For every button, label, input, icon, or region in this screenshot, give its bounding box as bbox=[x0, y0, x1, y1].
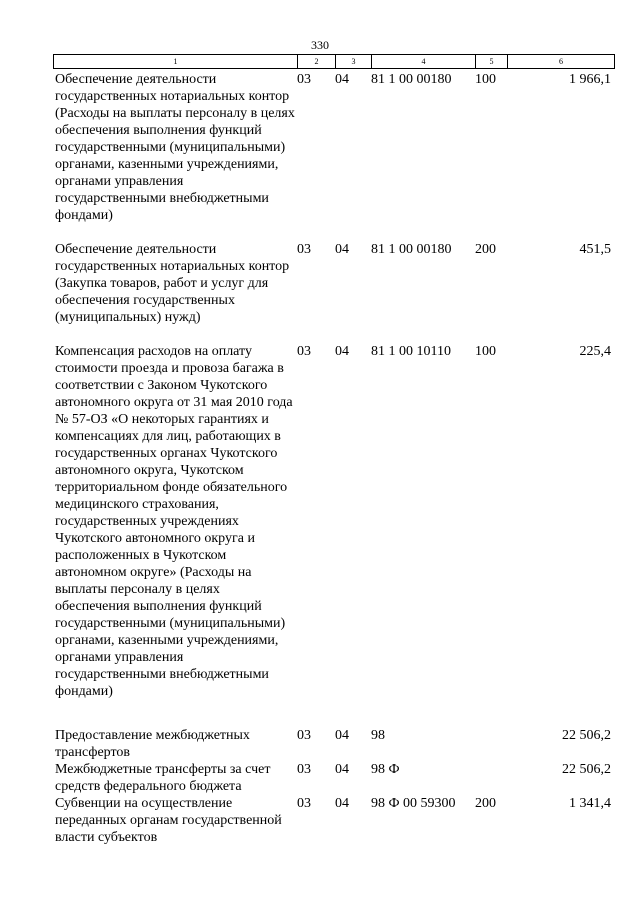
row-target-code: 98 Ф 00 59300 bbox=[371, 796, 456, 811]
row-amount: 451,5 bbox=[579, 242, 611, 257]
row-section: 03 bbox=[297, 72, 311, 87]
row-expense-type: 100 bbox=[475, 344, 496, 359]
table-row bbox=[53, 241, 613, 343]
row-subsection: 04 bbox=[335, 796, 349, 811]
row-subsection: 04 bbox=[335, 728, 349, 743]
table-row bbox=[53, 71, 613, 241]
row-amount: 1 966,1 bbox=[569, 72, 611, 87]
row-amount: 1 341,4 bbox=[569, 796, 611, 811]
column-header-5: 5 bbox=[476, 55, 508, 68]
row-expense-type: 200 bbox=[475, 796, 496, 811]
column-header-1: 1 bbox=[54, 55, 298, 68]
table-header bbox=[53, 54, 615, 69]
row-name: Предоставление межбюджетных трансфертов bbox=[55, 728, 250, 760]
row-name: Субвенции на осуществление переданных органам государственной власти субъектов bbox=[55, 796, 282, 845]
row-target-code: 98 Ф bbox=[371, 762, 400, 777]
table-row bbox=[53, 727, 613, 761]
row-subsection: 04 bbox=[335, 242, 349, 257]
column-header-6: 6 bbox=[559, 57, 563, 66]
column-header-4: 4 bbox=[372, 55, 476, 68]
row-target-code: 81 1 00 10110 bbox=[371, 344, 451, 359]
row-expense-type: 100 bbox=[475, 72, 496, 87]
row-name: Компенсация расходов на оплату стоимости проезда и провоза багажа в соответствии с Законом Чукотского автономного округа от 31 мая 2010 года № 57-ОЗ «О некоторых гарантиях и компенсациях для лиц, работающих в государственных органах Чукотского автономного округа, Чукотском территориальном фонде обязательного медицинского страхования, государственных учреждениях Чукотского автономного округа и расположенных в Чукотском автономном округе» (Расходы на выплаты персоналу в целях обеспечения выполнения функций государственными (муниципальными) органами, казенными учреждениями, органами управления государственными внебюджетными фондами) bbox=[55, 344, 293, 699]
row-target-code: 81 1 00 00180 bbox=[371, 242, 452, 257]
row-name: Межбюджетные трансферты за счет средств федерального бюджета bbox=[55, 762, 271, 794]
row-amount: 22 506,2 bbox=[562, 762, 611, 777]
column-header-2: 2 bbox=[298, 55, 336, 68]
budget-table bbox=[53, 71, 613, 855]
table-row bbox=[53, 795, 613, 855]
row-subsection: 04 bbox=[335, 72, 349, 87]
row-name: Обеспечение деятельности государственных нотариальных контор (Расходы на выплаты персоналу в целях обеспечения выполнения функций государственными (муниципальными) органами, казенными учреждениями, органами управления государственными внебюджетными фондами) bbox=[55, 72, 295, 223]
row-section: 03 bbox=[297, 728, 311, 743]
page-number: 330 bbox=[311, 38, 329, 52]
row-section: 03 bbox=[297, 242, 311, 257]
row-name: Обеспечение деятельности государственных нотариальных контор (Закупка товаров, работ и услуг для обеспечения государственных (муниципальных) нужд) bbox=[55, 242, 290, 325]
row-section: 03 bbox=[297, 344, 311, 359]
row-section: 03 bbox=[297, 762, 311, 777]
table-row bbox=[53, 343, 613, 727]
row-section: 03 bbox=[297, 796, 311, 811]
row-amount: 22 506,2 bbox=[562, 728, 611, 743]
row-subsection: 04 bbox=[335, 344, 349, 359]
table-row bbox=[53, 761, 613, 795]
row-target-code: 98 bbox=[371, 728, 385, 743]
column-header-3: 3 bbox=[336, 55, 372, 68]
row-target-code: 81 1 00 00180 bbox=[371, 72, 452, 87]
row-expense-type: 200 bbox=[475, 242, 496, 257]
row-subsection: 04 bbox=[335, 762, 349, 777]
row-amount: 225,4 bbox=[579, 344, 611, 359]
